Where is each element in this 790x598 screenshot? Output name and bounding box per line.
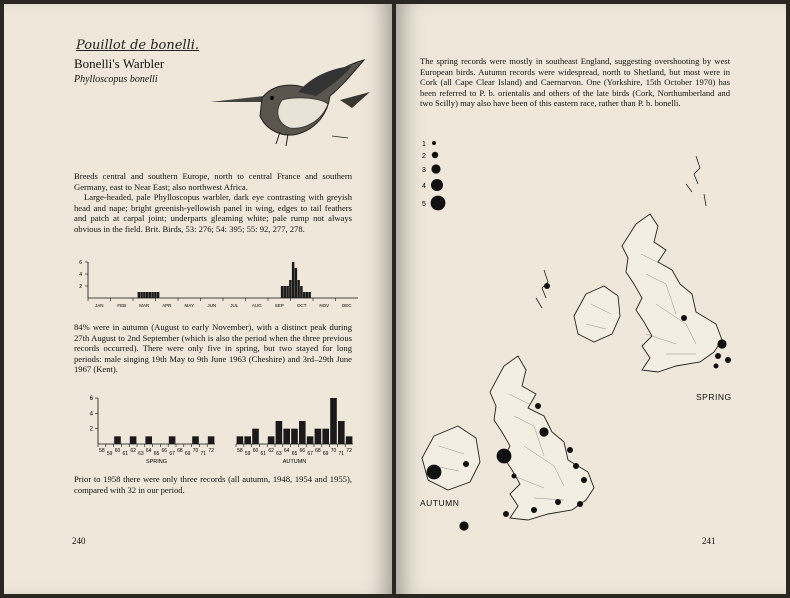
year-label: 58 bbox=[99, 448, 105, 454]
legend-dot-4 bbox=[431, 179, 443, 191]
year-bar bbox=[268, 436, 275, 444]
legend-label-4: 4 bbox=[422, 183, 426, 190]
year-bar bbox=[283, 429, 290, 444]
year-label: 65 bbox=[291, 451, 298, 457]
month-bar bbox=[289, 280, 291, 298]
year-bar bbox=[114, 436, 121, 444]
range-text: Breeds central and southern Europe, north to central France and southern Germany, east to Near East; also northwest Africa. bbox=[74, 171, 352, 192]
spring-record-dot bbox=[681, 315, 687, 321]
autumn-record-dot bbox=[459, 521, 468, 530]
page-number-right: 241 bbox=[702, 536, 716, 546]
month-bar bbox=[140, 292, 142, 298]
autumn-record-dot bbox=[539, 427, 548, 436]
year-bar bbox=[291, 429, 298, 444]
autumn-record-dot bbox=[427, 465, 442, 480]
legend-dot-2 bbox=[432, 152, 438, 158]
year-label: 62 bbox=[268, 448, 274, 454]
legend-dot-3 bbox=[431, 164, 440, 173]
legend-dot-1 bbox=[432, 141, 436, 145]
spring-years-chart bbox=[82, 388, 222, 470]
autumn-record-dot bbox=[581, 477, 587, 483]
year-label: 70 bbox=[192, 448, 199, 454]
timing-paragraph bbox=[74, 322, 352, 375]
year-bar bbox=[322, 429, 329, 444]
autumn-record-dot bbox=[573, 463, 579, 469]
autumn-map-label: AUTUMN bbox=[420, 498, 460, 508]
month-ytick-label: 6 bbox=[79, 260, 82, 266]
monthly-bar-chart bbox=[74, 254, 366, 314]
autumn-record-dot bbox=[555, 499, 561, 505]
month-label: FEB bbox=[117, 303, 127, 308]
year-label: 61 bbox=[122, 451, 129, 457]
legend-dot-5 bbox=[431, 196, 446, 211]
year-chart-label: AUTUMN bbox=[282, 459, 307, 465]
autumn-record-dot bbox=[535, 403, 541, 409]
year-bar bbox=[244, 436, 251, 444]
species-title: Bonelli's Warbler bbox=[74, 56, 165, 71]
year-label: 71 bbox=[338, 451, 345, 457]
autumn-record-dot bbox=[512, 474, 517, 479]
year-label: 58 bbox=[237, 448, 243, 454]
year-chart-label: SPRING bbox=[145, 459, 168, 465]
month-bar bbox=[284, 286, 286, 298]
autumn-record-dot bbox=[577, 501, 583, 507]
year-bar bbox=[346, 436, 353, 444]
year-label: 61 bbox=[260, 451, 267, 457]
autumn-record-dot bbox=[463, 461, 469, 467]
handwritten-title: Pouillot de bonelli. bbox=[76, 38, 200, 53]
month-bar bbox=[143, 292, 145, 298]
year-label: 69 bbox=[184, 451, 191, 457]
month-bar bbox=[138, 292, 140, 298]
year-label: 62 bbox=[130, 448, 136, 454]
page-number-left: 240 bbox=[72, 536, 86, 546]
year-label: 67 bbox=[307, 451, 313, 457]
month-bar bbox=[286, 286, 288, 298]
year-label: 68 bbox=[315, 448, 321, 454]
month-bar bbox=[308, 292, 310, 298]
year-ytick-label: 6 bbox=[89, 396, 93, 402]
year-label: 66 bbox=[299, 448, 306, 454]
spring-record-dot bbox=[715, 353, 721, 359]
year-bar bbox=[145, 436, 152, 444]
month-label: NOV bbox=[319, 303, 330, 308]
autumn-record-dot bbox=[531, 507, 537, 513]
year-bar bbox=[338, 421, 345, 444]
legend-label-1: 1 bbox=[422, 141, 426, 148]
year-bar bbox=[299, 421, 306, 444]
month-label: MAR bbox=[139, 303, 150, 308]
year-label: 59 bbox=[106, 451, 113, 457]
month-ytick-label: 4 bbox=[79, 272, 82, 278]
month-label: MAY bbox=[184, 303, 194, 308]
month-bar bbox=[151, 292, 153, 298]
history-text: Prior to 1958 there were only three records (all autumn, 1948, 1954 and 1955), compared with 32 in our period. bbox=[74, 474, 352, 495]
year-label: 59 bbox=[244, 451, 251, 457]
year-bar bbox=[237, 436, 244, 444]
year-ytick-label: 4 bbox=[89, 411, 93, 418]
year-label: 63 bbox=[276, 451, 282, 457]
autumn-map bbox=[414, 266, 634, 536]
month-bar bbox=[292, 262, 294, 298]
month-bar bbox=[149, 292, 151, 298]
autumn-record-dot bbox=[497, 449, 512, 464]
spring-record-dot bbox=[717, 339, 726, 348]
year-label: 72 bbox=[208, 448, 214, 454]
month-bar bbox=[281, 286, 283, 298]
year-bar bbox=[252, 429, 259, 444]
month-label: JUN bbox=[207, 303, 217, 308]
month-bar bbox=[306, 292, 308, 298]
month-label: OCT bbox=[297, 303, 307, 308]
bird-illustration bbox=[202, 52, 374, 152]
year-label: 65 bbox=[153, 451, 160, 457]
month-label: JUL bbox=[230, 303, 239, 308]
month-ytick-label: 2 bbox=[79, 284, 82, 290]
year-label: 67 bbox=[169, 451, 175, 457]
month-bar bbox=[146, 292, 148, 298]
distribution-text: The spring records were mostly in southeast England, suggesting overshooting by west European birds. Autumn records were widespread, north to Shetland, but most were in Cork (all Cape Clear Island) and Caernarvon. One (Yorkshire, 15th October 1970) has been referred to P. b. orientalis and others of the late birds (Cork, Northumberland and two Scilly) may also have been of this eastern race, rather than P. b. bonelli. bbox=[420, 56, 730, 109]
year-label: 63 bbox=[138, 451, 144, 457]
autumn-record-dot bbox=[503, 511, 509, 517]
autumn-record-dot bbox=[567, 447, 573, 453]
month-label: AUG bbox=[251, 303, 262, 308]
distribution-paragraph bbox=[420, 56, 730, 109]
year-bar bbox=[192, 436, 199, 444]
year-bar bbox=[330, 398, 337, 444]
description-text: Large-headed, pale Phylloscopus warbler, dark eye contrasting with greyish head and nape; bright greenish-yellowish panel in wing, edges to tail feathers and patch at carpal joint; underparts gleaming white; pale rump not always obvious in the field. Brit. Birds, 53: 276; 54: 395; 55: 92, 277, 278. bbox=[74, 192, 352, 234]
year-label: 60 bbox=[114, 448, 121, 454]
spring-record-dot bbox=[714, 364, 719, 369]
month-bar bbox=[303, 292, 305, 298]
year-bar bbox=[315, 429, 322, 444]
timing-text: 84% were in autumn (August to early November), with a distinct peak during 27th August to 2nd September (which is also the period when the three previous records occurred). There were only five in spring, but two stayed for long periods: male singing 19th May to 9th June 1963 (Cheshire) and 3rd–29th June 1967 (Kent). bbox=[74, 322, 352, 375]
year-bar bbox=[208, 436, 215, 444]
right-page bbox=[396, 4, 786, 594]
year-label: 72 bbox=[346, 448, 352, 454]
year-label: 66 bbox=[161, 448, 168, 454]
legend-label-3: 3 bbox=[422, 167, 426, 174]
month-label: SEP bbox=[274, 303, 284, 308]
legend-label-2: 2 bbox=[422, 153, 426, 160]
year-ytick-label: 2 bbox=[89, 426, 93, 433]
range-paragraph bbox=[74, 171, 352, 235]
spring-record-dot bbox=[725, 357, 731, 363]
month-bar bbox=[297, 280, 299, 298]
year-bar bbox=[276, 421, 283, 444]
left-page bbox=[4, 4, 392, 594]
year-bar bbox=[130, 436, 137, 444]
month-bar bbox=[157, 292, 159, 298]
month-bar bbox=[295, 268, 297, 298]
autumn-years-chart bbox=[230, 388, 362, 470]
month-bar bbox=[300, 286, 302, 298]
year-label: 60 bbox=[252, 448, 259, 454]
month-label: JAN bbox=[94, 303, 104, 308]
spring-map-label: SPRING bbox=[696, 392, 732, 402]
year-label: 71 bbox=[200, 451, 207, 457]
year-label: 64 bbox=[145, 448, 152, 454]
year-label: 64 bbox=[283, 448, 290, 454]
history-paragraph bbox=[74, 474, 352, 495]
year-label: 68 bbox=[177, 448, 183, 454]
month-bar bbox=[154, 292, 156, 298]
month-label: APR bbox=[162, 303, 172, 308]
year-label: 69 bbox=[322, 451, 329, 457]
year-bar bbox=[169, 436, 176, 444]
month-label: DEC bbox=[341, 303, 352, 308]
year-bar bbox=[307, 436, 314, 444]
autumn-record-dot bbox=[544, 283, 550, 289]
map-legend bbox=[420, 136, 450, 216]
scientific-name: Phylloscopus bonelli bbox=[74, 74, 158, 85]
year-label: 70 bbox=[330, 448, 337, 454]
legend-label-5: 5 bbox=[422, 201, 426, 208]
